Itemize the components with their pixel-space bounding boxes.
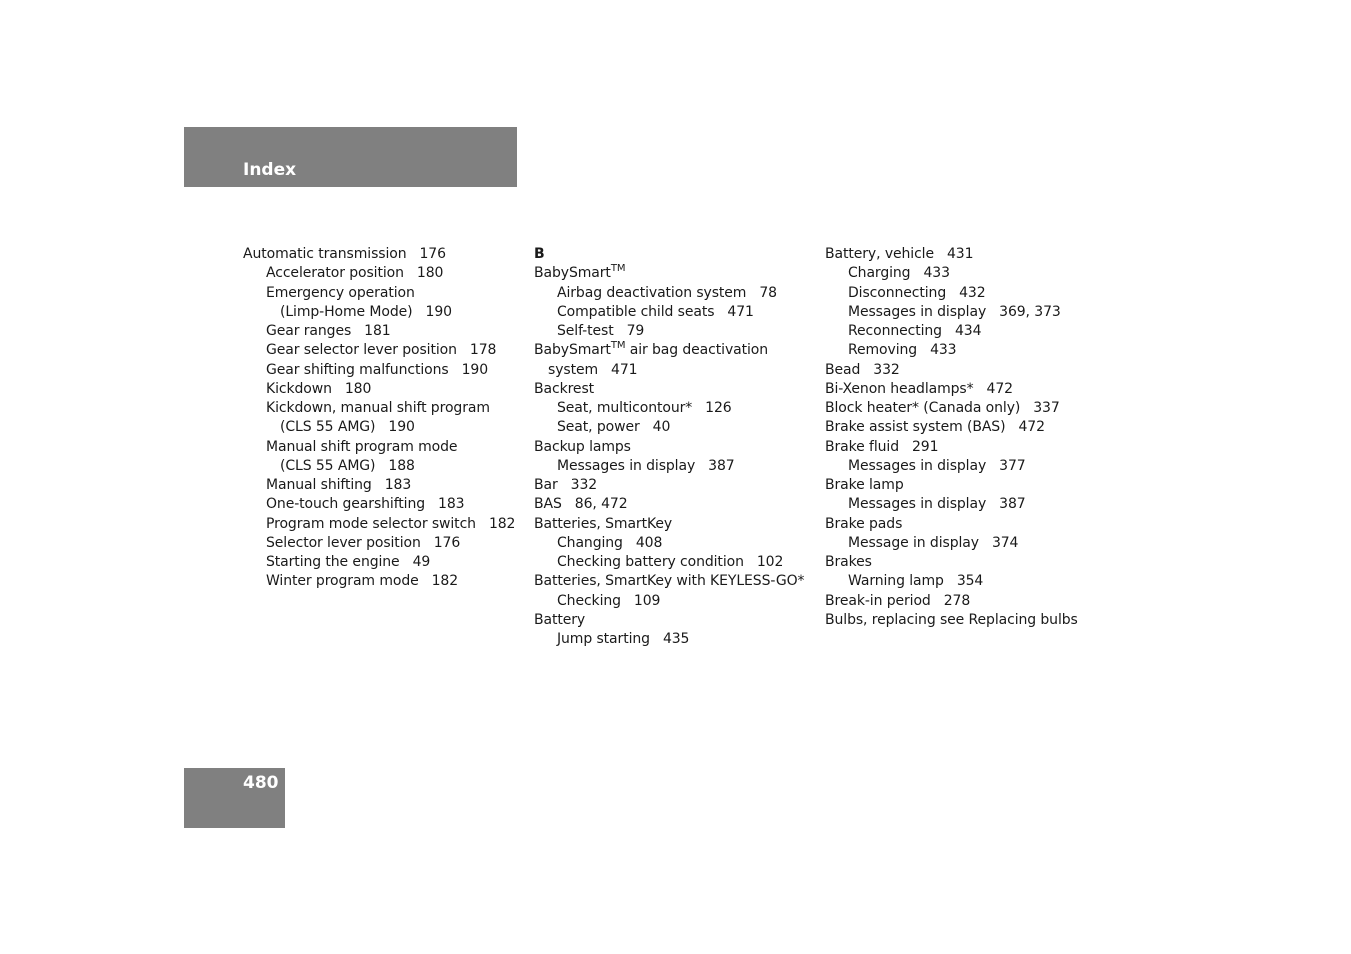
entry-text: (Limp-Home Mode) [280, 303, 413, 320]
entry-text: Gear shifting malfunctions [266, 361, 449, 378]
entry-text: Kickdown, manual shift program [266, 400, 490, 416]
index-column-3 [825, 245, 1110, 630]
entry-page: 369, 373 [999, 303, 1061, 320]
index-subentry [243, 495, 528, 514]
entry-text: (CLS 55 AMG) [280, 457, 376, 474]
entry-text: Messages in display [848, 303, 987, 320]
index-subentry [534, 553, 819, 572]
index-entry [825, 553, 1110, 572]
index-entry [534, 515, 819, 534]
index-subentry [825, 303, 1110, 322]
entry-page: 434 [954, 323, 982, 339]
entry-page: 337 [1033, 400, 1060, 416]
index-entry [534, 438, 819, 457]
index-subentry [825, 341, 1110, 360]
index-subentry [243, 534, 528, 553]
index-entry [534, 264, 819, 283]
entry-text: Messages in display [848, 496, 987, 513]
index-entry [534, 341, 819, 360]
entry-text: Winter program mode [266, 573, 419, 590]
index-header-bar [184, 127, 517, 187]
index-subentry [825, 264, 1110, 283]
page-number: 480 [243, 773, 279, 793]
index-subentry [534, 534, 819, 553]
entry-text: Manual shift program mode [266, 438, 458, 455]
entry-page: 472 [1018, 419, 1045, 436]
index-column-1 [243, 245, 528, 592]
entry-page: 433 [930, 342, 957, 359]
index-entry [243, 245, 528, 264]
entry-text: B [534, 246, 545, 262]
entry-page: 190 [461, 361, 488, 378]
index-subentry-continued [243, 418, 528, 437]
entry-page: 332 [570, 477, 598, 493]
entry-text: Accelerator position [266, 265, 404, 282]
entry-text: Bar [534, 477, 558, 493]
entry-page: 182 [488, 515, 516, 532]
entry-text: Self-test [557, 323, 614, 339]
entry-text: Batteries, SmartKey with KEYLESS-GO* [534, 573, 805, 590]
entry-text: Manual shifting [266, 477, 372, 493]
entry-text: BAS [534, 496, 562, 513]
entry-text: Disconnecting [848, 284, 947, 301]
entry-page: 377 [999, 457, 1026, 474]
entry-text: system [548, 361, 599, 378]
entry-text: Jump starting [557, 631, 650, 647]
entry-text: Backrest [534, 380, 595, 397]
entry-page: 332 [873, 361, 900, 378]
entry-text: Emergency operation [266, 284, 415, 301]
index-subentry [243, 572, 528, 591]
entry-page: 183 [438, 496, 465, 513]
entry-page: 431 [946, 246, 974, 262]
index-subentry [534, 630, 819, 649]
index-subentry [243, 399, 528, 418]
index-subentry [825, 457, 1110, 476]
entry-text: Bulbs, replacing see Replacing bulbs [825, 611, 1078, 628]
entry-page: 78 [759, 284, 777, 301]
entry-text: Starting the engine [266, 554, 400, 570]
entry-text-after: air bag deactivation [625, 342, 769, 359]
entry-text: Kickdown [266, 380, 332, 397]
index-subentry [243, 553, 528, 572]
index-subentry [534, 418, 819, 437]
index-entry [825, 418, 1110, 437]
entry-page: 126 [705, 400, 732, 416]
index-entry [825, 245, 1110, 264]
index-subentry [534, 322, 819, 341]
entry-text: Bead [825, 361, 861, 378]
entry-text: Block heater* (Canada only) [825, 400, 1021, 416]
entry-page: 472 [986, 380, 1013, 397]
entry-page: 433 [923, 265, 950, 282]
entry-page: 190 [425, 303, 452, 320]
index-entry [825, 380, 1110, 399]
index-subentry [534, 592, 819, 611]
entry-page: 291 [911, 438, 939, 455]
index-subentry [243, 380, 528, 399]
trademark-superscript: TM [610, 263, 626, 275]
entry-page: 408 [635, 534, 663, 551]
entry-text: Airbag deactivation system [557, 284, 747, 301]
entry-text: Seat, power [557, 419, 640, 436]
entry-text: BabySmart [534, 342, 611, 359]
entry-text: Selector lever position [266, 534, 421, 551]
trademark-superscript: TM [610, 340, 626, 352]
entry-page: 176 [433, 534, 461, 551]
entry-text: Messages in display [848, 457, 987, 474]
index-entry [825, 515, 1110, 534]
index-entry [825, 361, 1110, 380]
entry-text: BabySmart [534, 265, 611, 282]
entry-page: 180 [416, 265, 444, 282]
index-subentry [534, 303, 819, 322]
entry-page: 49 [412, 554, 431, 570]
entry-page: 79 [626, 323, 645, 339]
index-subentry [825, 284, 1110, 303]
index-entry-continued [534, 361, 819, 380]
entry-page: 435 [662, 631, 690, 647]
entry-page: 278 [943, 592, 971, 609]
index-subentry [534, 399, 819, 418]
page-title: Index [243, 160, 297, 180]
index-entry [825, 592, 1110, 611]
entry-page: 178 [469, 342, 497, 359]
entry-text: Gear ranges [266, 323, 352, 339]
entry-page: 387 [708, 457, 735, 474]
entry-text: Message in display [848, 534, 979, 551]
entry-text: Gear selector lever position [266, 342, 457, 359]
index-subentry [825, 322, 1110, 341]
entry-text: Compatible child seats [557, 303, 715, 320]
index-subentry [243, 476, 528, 495]
entry-text: Brake assist system (BAS) [825, 419, 1006, 436]
entry-page: 86, 472 [574, 496, 628, 513]
index-subentry [534, 284, 819, 303]
index-subentry [243, 515, 528, 534]
entry-text: Reconnecting [848, 323, 942, 339]
index-column-2 [534, 245, 819, 649]
entry-page: 471 [727, 303, 754, 320]
entry-page: 176 [419, 246, 446, 262]
index-subentry [825, 495, 1110, 514]
entry-page: 387 [999, 496, 1026, 513]
index-subentry-continued [243, 303, 528, 322]
entry-text: Checking [557, 592, 621, 609]
entry-text: Automatic transmission [243, 246, 407, 262]
entry-text: Program mode selector switch [266, 515, 476, 532]
entry-text: Changing [557, 534, 623, 551]
entry-page: 374 [991, 534, 1019, 551]
entry-page: 109 [633, 592, 661, 609]
entry-page: 432 [959, 284, 986, 301]
entry-text: Warning lamp [848, 573, 944, 590]
index-entry [534, 476, 819, 495]
entry-page: 40 [652, 419, 671, 436]
index-subentry [243, 322, 528, 341]
index-entry [534, 611, 819, 630]
entry-text: Battery, vehicle [825, 246, 934, 262]
index-subentry [243, 438, 528, 457]
entry-page: 183 [384, 477, 412, 493]
index-subentry [825, 534, 1110, 553]
entry-page: 102 [756, 554, 784, 570]
entry-text: Battery [534, 611, 586, 628]
entry-page: 354 [956, 573, 984, 590]
index-entry [534, 380, 819, 399]
index-subentry-continued [243, 457, 528, 476]
entry-page: 188 [388, 457, 415, 474]
entry-page: 180 [344, 380, 372, 397]
entry-text: Break-in period [825, 592, 931, 609]
index-entry [825, 399, 1110, 418]
entry-text: (CLS 55 AMG) [280, 419, 376, 436]
entry-page: 181 [364, 323, 391, 339]
entry-page: 190 [388, 419, 415, 436]
entry-text: Seat, multicontour* [557, 400, 693, 416]
index-subentry [243, 284, 528, 303]
index-entry [825, 611, 1110, 630]
entry-text: Checking battery condition [557, 554, 744, 570]
entry-text: Bi-Xenon headlamps* [825, 380, 974, 397]
entry-text: Batteries, SmartKey [534, 515, 673, 532]
entry-text: One-touch gearshifting [266, 496, 426, 513]
index-entry [534, 572, 819, 591]
index-entry [534, 495, 819, 514]
entry-page: 182 [431, 573, 459, 590]
index-subentry [534, 457, 819, 476]
entry-text: Brake fluid [825, 438, 899, 455]
index-subentry [243, 264, 528, 283]
entry-text: Messages in display [557, 457, 696, 474]
entry-text: Brake pads [825, 515, 903, 532]
entry-text: Brake lamp [825, 477, 904, 493]
entry-page: 471 [611, 361, 638, 378]
section-letter-heading [534, 245, 819, 264]
index-subentry [243, 341, 528, 360]
entry-text: Backup lamps [534, 438, 631, 455]
index-subentry [825, 572, 1110, 591]
index-entry [825, 438, 1110, 457]
index-subentry [243, 361, 528, 380]
entry-text: Brakes [825, 554, 872, 570]
index-entry [825, 476, 1110, 495]
entry-text: Charging [848, 265, 911, 282]
entry-text: Removing [848, 342, 918, 359]
page-number-tab [184, 768, 285, 828]
